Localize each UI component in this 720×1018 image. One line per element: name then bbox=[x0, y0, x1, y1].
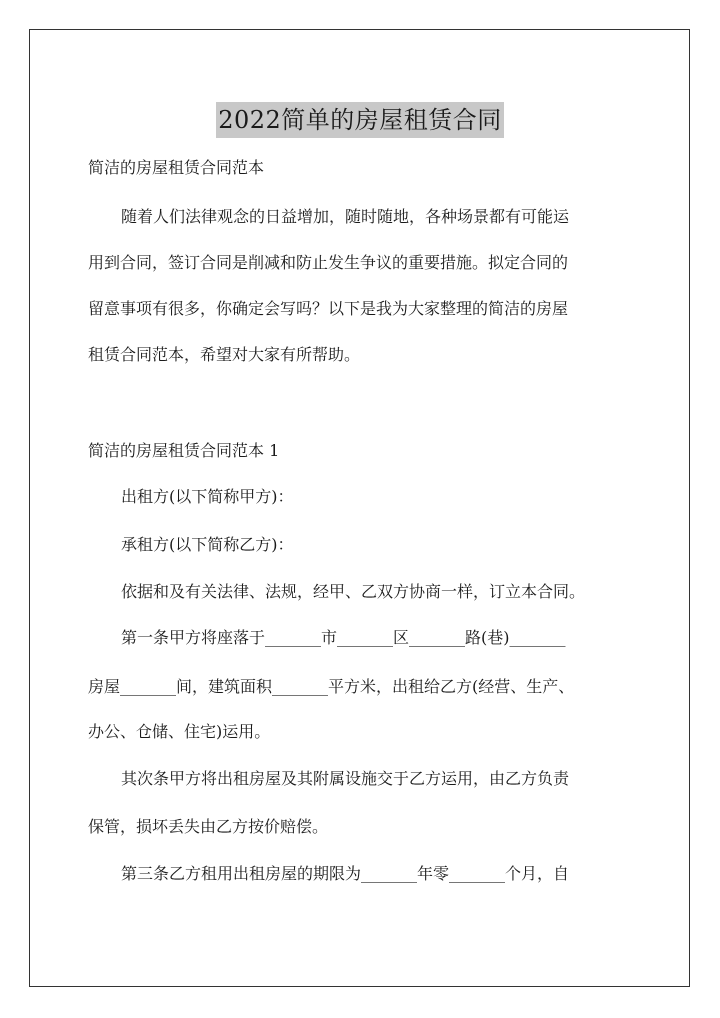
document-subtitle: 简洁的房屋租赁合同范本 bbox=[88, 158, 265, 177]
article1-line-3: 办公、仓储、住宅)运用。 bbox=[88, 722, 271, 741]
intro-line-4: 租赁合同范本，希望对大家有所帮助。 bbox=[88, 345, 361, 364]
lessor-line: 出租方(以下简称甲方)： bbox=[121, 487, 294, 506]
article1-line-1: 第一条甲方将座落于_______市_______区_______路(巷)_______ bbox=[121, 628, 566, 647]
section-heading: 简洁的房屋租赁合同范本 1 bbox=[88, 441, 280, 460]
intro-line-2: 用到合同，签订合同是削减和防止发生争议的重要措施。拟定合同的 bbox=[88, 253, 569, 272]
title-container bbox=[0, 86, 720, 154]
intro-line-1: 随着人们法律观念的日益增加，随时随地，各种场景都有可能运 bbox=[121, 207, 570, 226]
lessee-line: 承租方(以下简称乙方)： bbox=[121, 535, 294, 554]
document-title: 2022简单的房屋租赁合同 bbox=[216, 102, 504, 138]
article3-line-1: 第三条乙方租用出租房屋的期限为_______年零_______个月，自 bbox=[121, 864, 570, 883]
article2-line-1: 其次条甲方将出租房屋及其附属设施交于乙方运用，由乙方负责 bbox=[121, 769, 570, 788]
article1-line-2: 房屋_______间，建筑面积_______平方米，出租给乙方(经营、生产、 bbox=[88, 677, 575, 696]
article2-line-2: 保管，损坏丢失由乙方按价赔偿。 bbox=[88, 817, 329, 836]
basis-line: 依据和及有关法律、法规，经甲、乙双方协商一样，订立本合同。 bbox=[121, 582, 586, 601]
intro-line-3: 留意事项有很多，你确定会写吗？以下是我为大家整理的简洁的房屋 bbox=[88, 299, 569, 318]
